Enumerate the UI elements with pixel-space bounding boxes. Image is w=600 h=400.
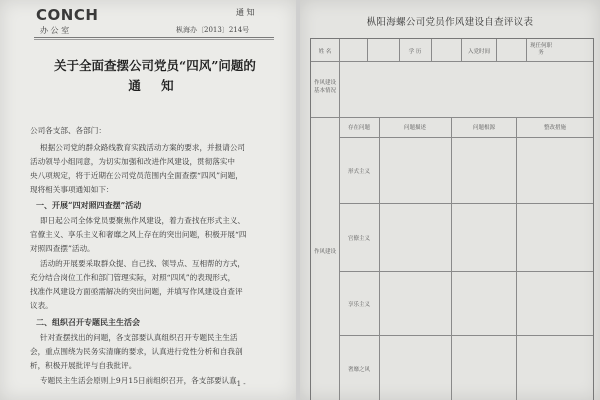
table-rule	[339, 137, 593, 138]
body-line: 会，重点围绕为民务实清廉的要求，认真进行党性分析和自我剖	[30, 347, 243, 356]
table-rule	[526, 39, 527, 61]
table-rule	[339, 271, 593, 272]
body-line: 根据公司党的群众路线教育实践活动方案的要求，并报请公司	[40, 143, 246, 152]
form-page	[300, 0, 600, 400]
row-label-hedonism: 享乐主义	[347, 302, 370, 308]
office-label: 办 公 室	[40, 26, 70, 35]
notice-title-line1: 关于全面查摆公司党员“四风”问题的	[54, 58, 256, 73]
table-rule	[311, 117, 593, 118]
table-rule	[431, 39, 432, 61]
body-line: 央八项规定，将于近期在公司党员范围内全面查摆“四风”问题，	[30, 171, 243, 180]
body-line: 针对查摆找出的问题，各支部要认真组织召开专题民主生活	[40, 333, 238, 342]
section-heading: 二、组织召开专题民主生活会	[36, 317, 140, 327]
party-join-date-label: 入党时间	[467, 49, 490, 55]
table-rule	[379, 117, 380, 400]
table-rule	[516, 117, 517, 400]
body-line: 找准作风建设方面亟需解决的突出问题，并填写作风建设自查评	[30, 287, 243, 296]
table-rule	[367, 39, 368, 61]
body-line: 现将相关事项通知如下：	[30, 185, 114, 194]
section-label: 作风建设	[313, 249, 336, 255]
current-position-label: 现任何职务	[529, 43, 552, 56]
column-header: 存在问题	[347, 125, 370, 131]
table-rule	[339, 203, 593, 204]
table-rule	[496, 39, 497, 61]
header-rule	[34, 37, 274, 40]
body-line: 析，积极开展批评与自我批评。	[30, 361, 137, 370]
notice-page	[0, 0, 296, 400]
body-line: 活动领导小组同意，为切实加强和改进作风建设，贯彻落实中	[30, 157, 236, 166]
body-line: 对照四查摆”活动。	[30, 244, 95, 253]
body-line: 充分结合岗位工作和部门管理实际，对照“四风”的表现形式，	[30, 273, 236, 282]
section-heading: 一、开展“四对照四查摆”活动	[36, 200, 142, 210]
table-rule	[451, 117, 452, 400]
page-number: - 1 -	[232, 380, 246, 388]
row-label-bureaucracy: 官僚主义	[347, 236, 370, 242]
form-title: 枞阳海螺公司党员作风建设自查评议表	[366, 17, 534, 28]
column-header: 整改措施	[543, 125, 566, 131]
body-line: 公司各支部、各部门：	[30, 126, 106, 135]
table-rule	[311, 61, 593, 62]
table-rule	[339, 39, 340, 400]
row-label-formalism: 形式主义	[347, 169, 370, 175]
body-line: 官僚主义、享乐主义和奢靡之风上存在的突出问题，积极开展“四	[30, 230, 247, 239]
notice-title-line2: 通 知	[128, 78, 182, 93]
body-line: 议表。	[30, 301, 53, 310]
table-rule	[399, 39, 400, 61]
self-assessment-table	[310, 38, 594, 400]
name-field-label: 姓 名	[318, 49, 332, 55]
profile-label: 作风建设基本情况	[313, 80, 336, 94]
company-logo: CONCH	[36, 6, 99, 24]
table-rule	[461, 39, 462, 61]
notice-tag: 通 知	[236, 8, 255, 17]
document-number: 枞海办〔2013〕214号	[176, 26, 250, 34]
table-rule	[339, 335, 593, 336]
education-field-label: 学 历	[408, 49, 422, 55]
row-label-extravagance: 奢靡之风	[347, 367, 370, 373]
body-line: 专题民主生活会原则上9月15日前组织召开，各支部要认真	[40, 376, 237, 385]
column-header: 问题描述	[403, 125, 426, 131]
column-header: 问题根源	[472, 125, 495, 131]
body-line: 即日起公司全体党员要聚焦作风建设，着力查找在形式主义、	[40, 216, 246, 225]
body-line: 活动的开展要采取群众提、自己找、领导点、互相帮的方式，	[40, 259, 246, 268]
